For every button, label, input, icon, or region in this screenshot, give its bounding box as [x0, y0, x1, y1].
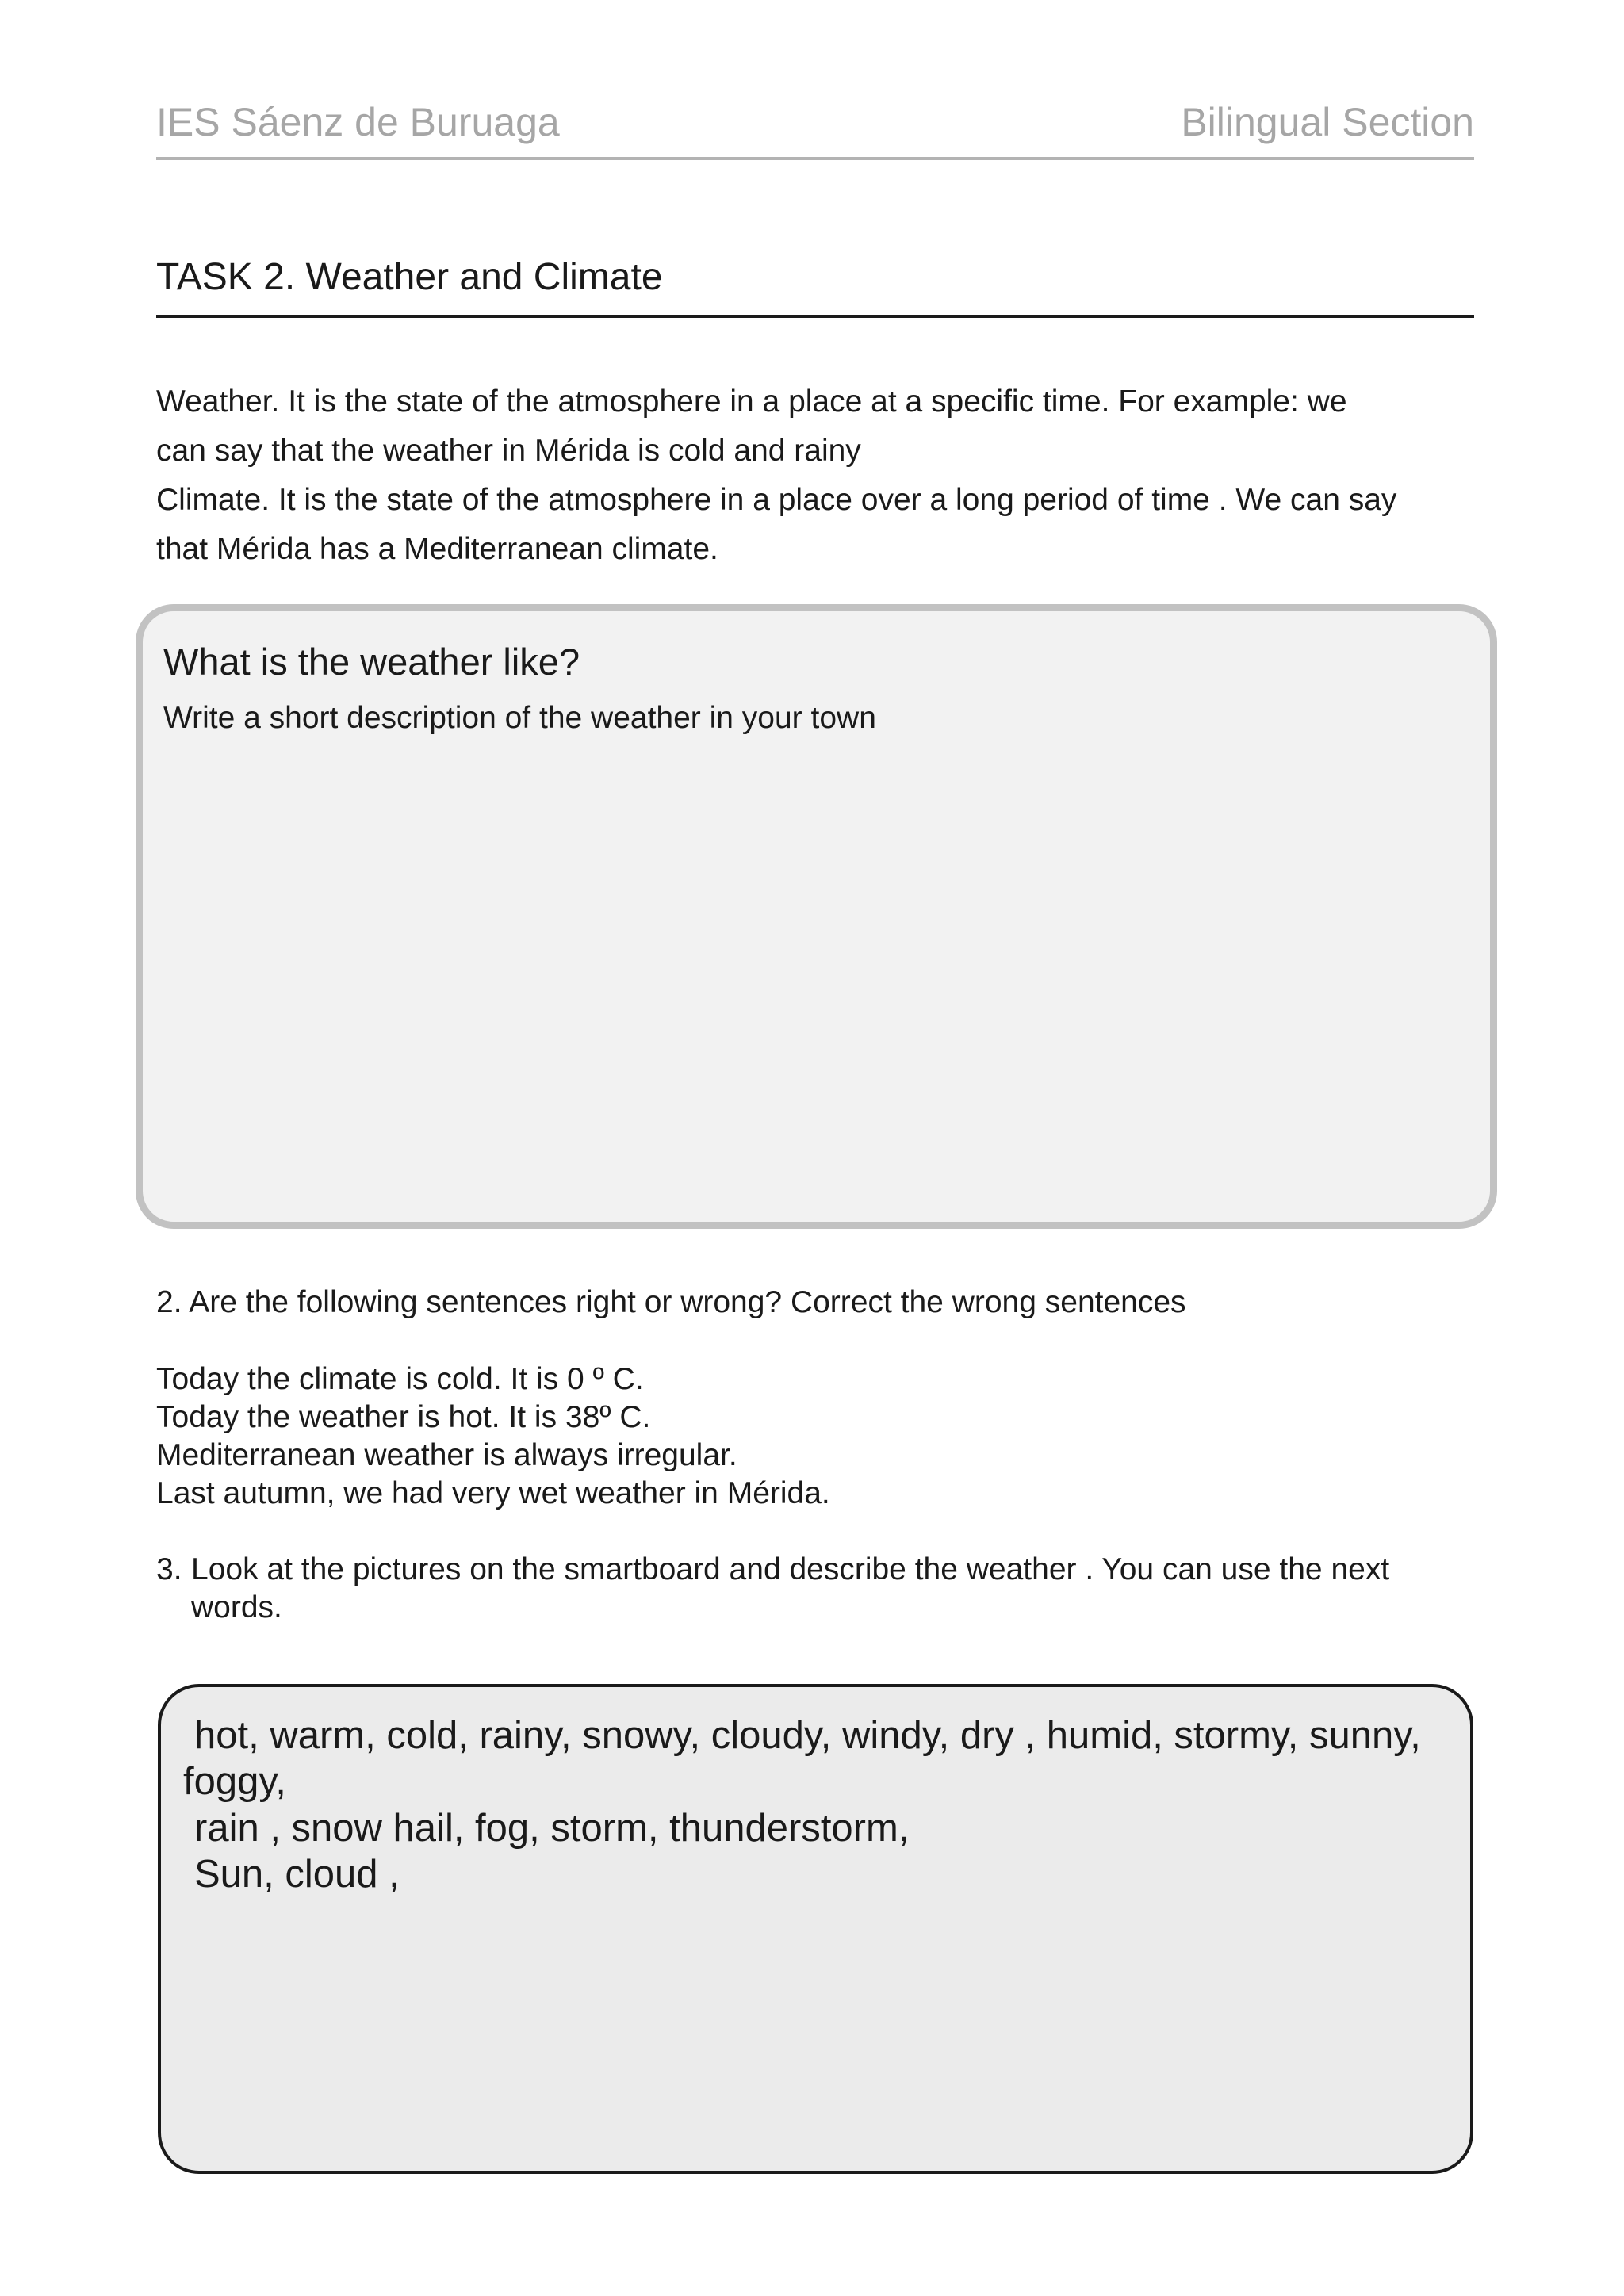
- word-bank-line2: foggy,: [183, 1760, 286, 1803]
- question-3-line2: words.: [191, 1590, 282, 1624]
- weather-box-heading: What is the weather like?: [163, 641, 580, 683]
- sentence-item: Mediterranean weather is always irregular.: [156, 1438, 737, 1472]
- climate-definition-line1: Climate. It is the state of the atmosphere in a place over a long period of time . We can say: [156, 483, 1397, 517]
- sentence-item: Today the climate is cold. It is 0 º C.: [156, 1362, 644, 1396]
- word-bank-box: [158, 1684, 1473, 2174]
- sentence-item: Last autumn, we had very wet weather in Mérida.: [156, 1476, 830, 1510]
- sentence-item: Today the weather is hot. It is 38º C.: [156, 1400, 651, 1434]
- weather-definition-line2: can say that the weather in Mérida is cold and rainy: [156, 434, 861, 468]
- question-2-sentences: [156, 1360, 1474, 1513]
- question-2-prompt: 2. Are the following sentences right or wrong? Correct the wrong sentences: [156, 1285, 1186, 1319]
- school-name: IES Sáenz de Buruaga: [156, 100, 560, 144]
- question-3-prompt: [156, 1551, 1474, 1627]
- question-3-number: 3.: [156, 1552, 182, 1586]
- weather-definition-line1: Weather. It is the state of the atmosphere in a place at a specific time. For example: we: [156, 385, 1347, 419]
- section-name: Bilingual Section: [1181, 100, 1474, 144]
- word-bank-line4: Sun, cloud ,: [194, 1853, 400, 1896]
- task-title: TASK 2. Weather and Climate: [156, 252, 1474, 318]
- word-bank-line3: rain , snow hail, fog, storm, thunderstorm,: [194, 1807, 910, 1850]
- page-header: [156, 94, 1474, 160]
- weather-answer-box: [136, 604, 1497, 1229]
- word-bank-line1: hot, warm, cold, rainy, snowy, cloudy, windy, dry , humid, stormy, sunny,: [194, 1714, 1421, 1757]
- intro-text: [156, 377, 1474, 574]
- weather-box-instruction: Write a short description of the weather in your town: [163, 701, 876, 735]
- question-3-line1: Look at the pictures on the smartboard and describe the weather . You can use the next: [191, 1552, 1390, 1586]
- climate-definition-line2: that Mérida has a Mediterranean climate.: [156, 532, 718, 566]
